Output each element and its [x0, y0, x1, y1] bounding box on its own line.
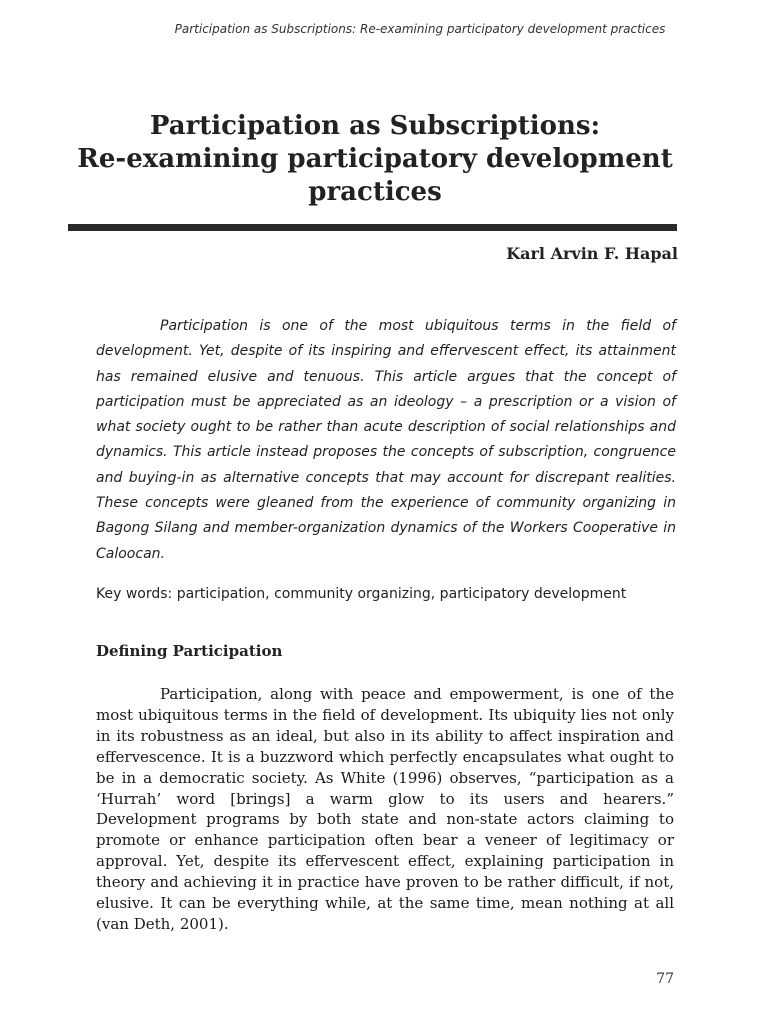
title-line-2: Re-examining participatory development: [77, 144, 673, 174]
abstract: Participation is one of the most ubiquitous terms in the field of development. Yet, despite of its inspiring and effervescent effect, its attainment has remained elusive and tenuous. This article argues that the concept of participation must be appreciated as an ideology – a prescription or a vision of what society ought to be rather than acute description of social relationships and dynamics. This article instead proposes the concepts of subscription, congruence and buying-in as alternative concepts that may account for discrepant realities. These concepts were gleaned from the experience of community organizing in Bagong Silang and member-organization dynamics of the Workers Cooperative in Caloocan.: [96, 318, 676, 562]
keywords: Key words: participation, community organizing, participatory development: [96, 586, 627, 602]
body-paragraph: Participation, along with peace and empowerment, is one of the most ubiquitous terms in the field of development. Its ubiquity lies not only in its robustness as an ideal, but also in its ability to affect inspiration and effervescence. It is a buzzword which perfectly encapsulates what ought to be in a democratic society. As White (1996) observes, “participation as a ‘Hurrah’ word [brings] a warm glow to its users and hearers.” Development programs by both state and non-state actors claiming to promote or enhance participation often bear a veneer of legitimacy or approval. Yet, despite its effervescent effect, explaining participation in theory and achieving it in practice have proven to be rather difficult, if not, elusive. It can be everything while, at the same time, mean nothing at all (van Deth, 2001).: [96, 685, 674, 933]
running-header: [0, 22, 770, 36]
title-divider: [68, 224, 677, 231]
title-line-1: Participation as Subscriptions:: [149, 111, 601, 141]
page-number: 77: [656, 971, 674, 987]
section-heading: Defining Participation: [96, 642, 283, 660]
running-header-text: Participation as Subscriptions: Re-examining participatory development practices: [174, 22, 666, 36]
article-title: [60, 110, 690, 209]
author-name: Karl Arvin F. Hapal: [506, 244, 678, 263]
title-line-3: practices: [308, 177, 442, 207]
